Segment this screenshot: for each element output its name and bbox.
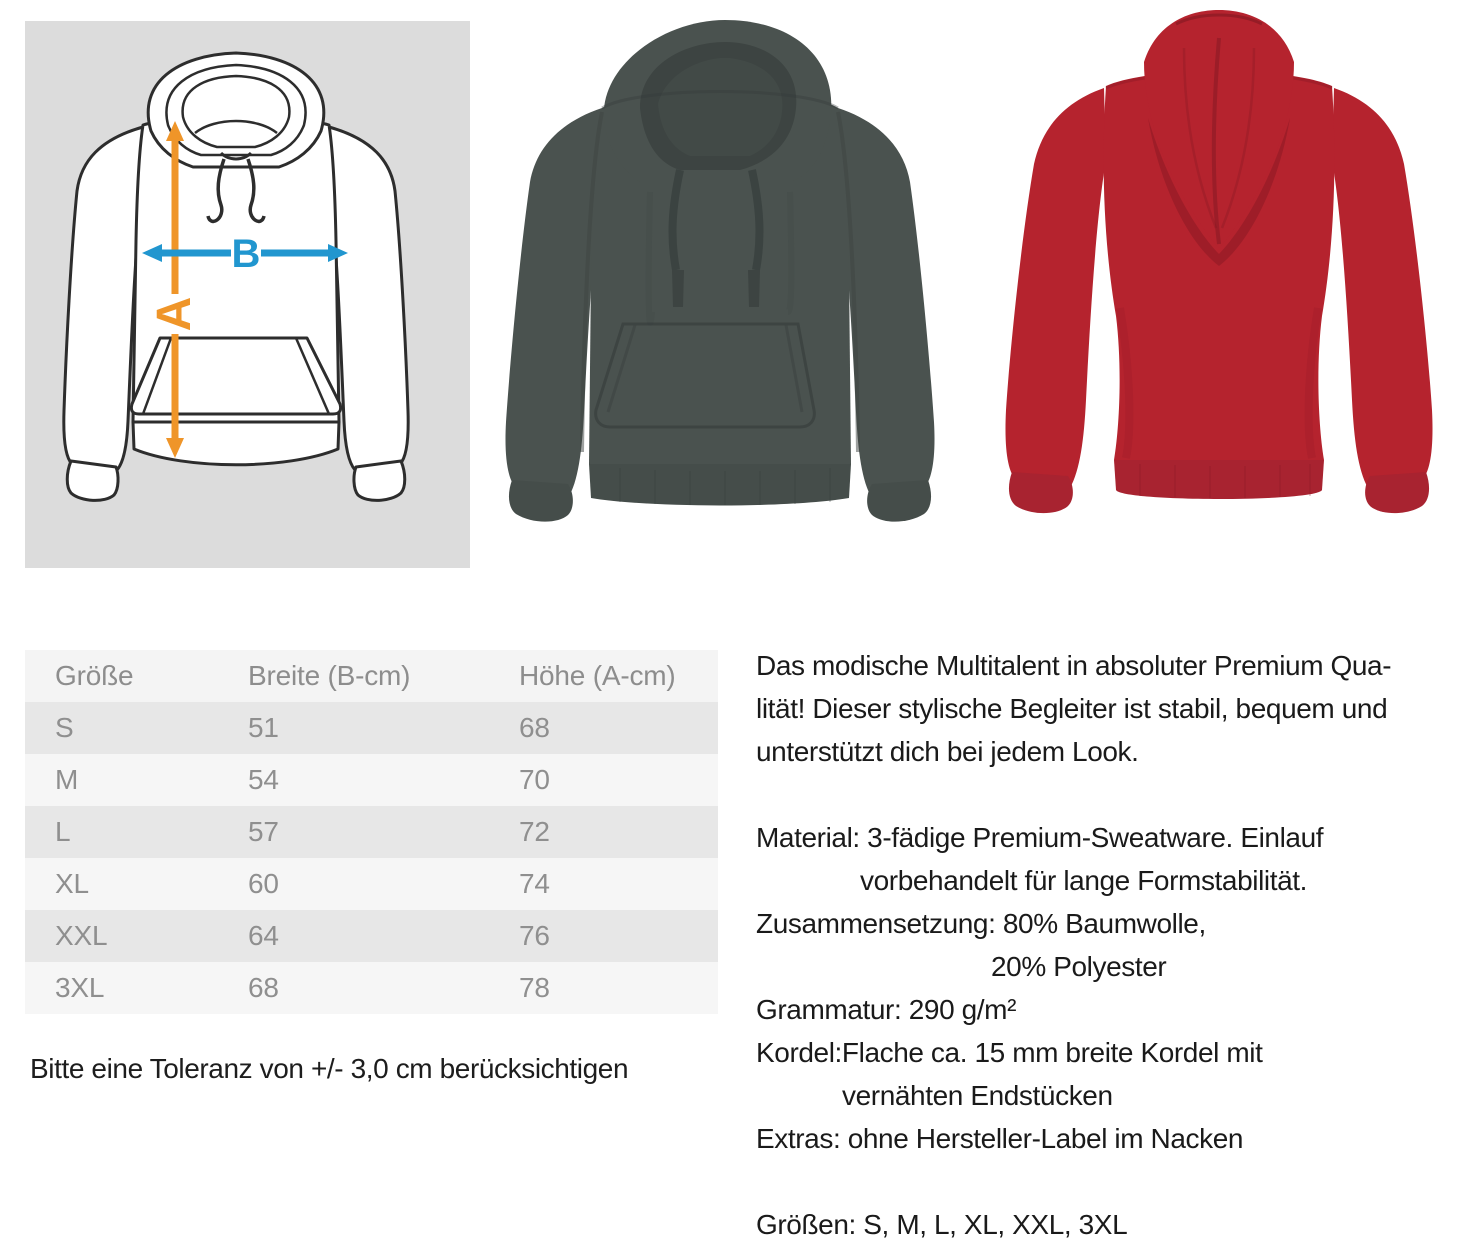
product-description bbox=[756, 644, 1461, 1246]
size-diagram bbox=[25, 21, 470, 568]
hoodie-back-graphic bbox=[980, 8, 1460, 568]
hoodie-front-graphic bbox=[490, 12, 950, 560]
sizes-line: Größen: S, M, L, XL, XXL, 3XL bbox=[756, 1209, 1128, 1240]
table-row-3xl bbox=[25, 962, 718, 1014]
table-row-s bbox=[25, 702, 718, 754]
cell-breite: 57 bbox=[248, 816, 279, 847]
intro-line-3: unterstützt dich bei jedem Look. bbox=[756, 736, 1139, 767]
intro-line-2: lität! Dieser stylische Begleiter ist stabil, bequem und bbox=[756, 693, 1388, 724]
cell-size: M bbox=[55, 764, 79, 795]
material-line-cont: vorbehandelt für lange Formstabilität. bbox=[860, 865, 1308, 896]
hoodie-back-photo bbox=[980, 8, 1460, 568]
size-diagram-graphic bbox=[25, 21, 470, 568]
cell-breite: 60 bbox=[248, 868, 279, 899]
size-table bbox=[25, 650, 718, 1014]
kordel-line: Kordel:Flache ca. 15 mm breite Kordel mit bbox=[756, 1037, 1263, 1068]
kordel-line-cont: vernähten Endstücken bbox=[842, 1080, 1113, 1111]
hoodie-front-photo bbox=[490, 12, 950, 560]
cell-hoehe: 68 bbox=[519, 712, 550, 743]
table-row-xxl bbox=[25, 910, 718, 962]
cell-breite: 68 bbox=[248, 972, 279, 1003]
cell-size: XXL bbox=[55, 920, 108, 951]
header-hoehe: Höhe (A-cm) bbox=[519, 660, 676, 691]
label-a: A bbox=[148, 296, 201, 332]
spacer-line bbox=[756, 1160, 1461, 1203]
cell-size: 3XL bbox=[55, 972, 105, 1003]
extras-line: Extras: ohne Hersteller-Label im Nacken bbox=[756, 1123, 1244, 1154]
header-groesse: Größe bbox=[55, 660, 134, 691]
intro-line-1: Das modische Multitalent in absoluter Premium Qua- bbox=[756, 650, 1392, 681]
tolerance-note: Bitte eine Toleranz von +/- 3,0 cm berücksichtigen bbox=[30, 1053, 629, 1084]
cell-breite: 54 bbox=[248, 764, 279, 795]
cell-hoehe: 78 bbox=[519, 972, 550, 1003]
size-table-header-row bbox=[25, 650, 718, 702]
cell-breite: 64 bbox=[248, 920, 279, 951]
table-row-xl bbox=[25, 858, 718, 910]
cell-size: S bbox=[55, 712, 74, 743]
cell-hoehe: 70 bbox=[519, 764, 550, 795]
composition-line-cont: 20% Polyester bbox=[991, 951, 1167, 982]
grammatur-line: Grammatur: 290 g/m² bbox=[756, 994, 1017, 1025]
cell-breite: 51 bbox=[248, 712, 279, 743]
cell-size: XL bbox=[55, 868, 89, 899]
material-line: Material: 3-fädige Premium-Sweatware. Einlauf bbox=[756, 822, 1324, 853]
table-row-l bbox=[25, 806, 718, 858]
cell-hoehe: 72 bbox=[519, 816, 550, 847]
table-row-m bbox=[25, 754, 718, 806]
composition-line: Zusammensetzung: 80% Baumwolle, bbox=[756, 908, 1206, 939]
cell-size: L bbox=[55, 816, 71, 847]
cell-hoehe: 74 bbox=[519, 868, 550, 899]
spacer-line bbox=[756, 773, 1461, 816]
cell-hoehe: 76 bbox=[519, 920, 550, 951]
header-breite: Breite (B-cm) bbox=[248, 660, 411, 691]
label-b: B bbox=[231, 232, 261, 276]
